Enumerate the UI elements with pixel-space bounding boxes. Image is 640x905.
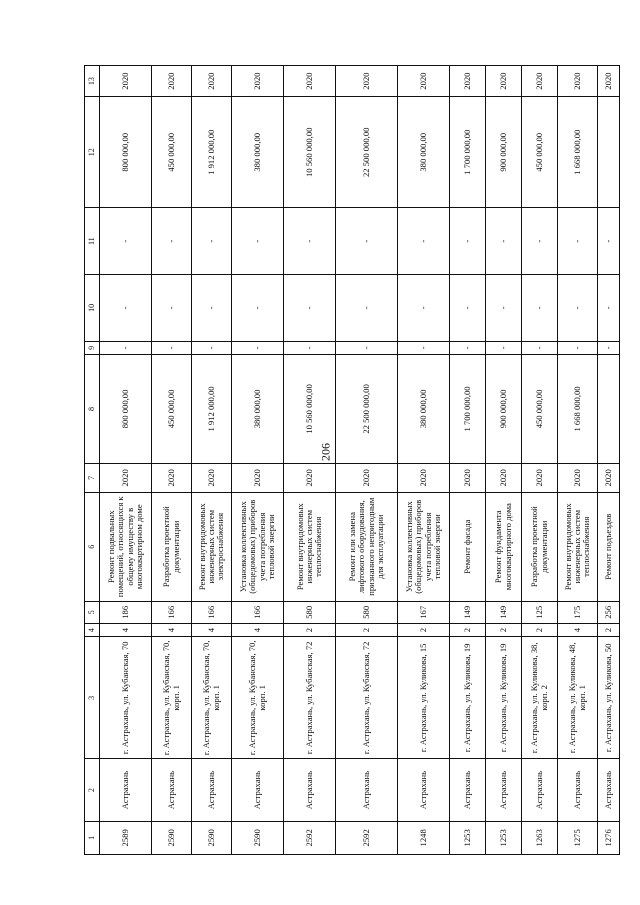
cell-col-3: г. Астрахань, ул. Кубанская, 70, корп. 1: [232, 637, 284, 759]
cell-col-3: г. Астрахань, ул. Куликова, 50: [598, 637, 620, 759]
cell-col-1: 1253: [450, 821, 486, 854]
cell-col-9: -: [450, 341, 486, 354]
cell-col-10: -: [100, 275, 152, 342]
cell-col-6: Ремонт подъездов: [598, 492, 620, 601]
cell-col-2: Астрахань: [192, 759, 232, 821]
header-cell-4: 4: [85, 623, 100, 636]
cell-col-2: Астрахань: [232, 759, 284, 821]
cell-col-1: 2589: [100, 821, 152, 854]
cell-col-6: Ремонт фасада: [450, 492, 486, 601]
cell-col-11: -: [398, 208, 450, 275]
table-row: [558, 66, 598, 855]
cell-col-9: -: [398, 341, 450, 354]
cell-col-12: 1 700 000,00: [450, 97, 486, 208]
cell-col-4: 2: [522, 623, 558, 636]
cell-col-11: -: [486, 208, 522, 275]
table-row: [486, 66, 522, 855]
cell-col-1: 2590: [192, 821, 232, 854]
cell-col-11: -: [100, 208, 152, 275]
cell-col-7: 2020: [192, 463, 232, 492]
cell-col-11: -: [598, 208, 620, 275]
cell-col-13: 2020: [284, 66, 336, 97]
cell-col-5: 149: [486, 601, 522, 623]
cell-col-8: 380 000,00: [232, 355, 284, 464]
header-cell-5: 5: [85, 601, 100, 623]
cell-col-11: -: [450, 208, 486, 275]
cell-col-5: 166: [232, 601, 284, 623]
cell-col-8: [598, 355, 620, 464]
cell-col-5: 186: [100, 601, 152, 623]
page-number: 206: [318, 443, 333, 461]
cell-col-3: г. Астрахань, ул. Куликова, 19: [450, 637, 486, 759]
table-body: [85, 66, 620, 855]
cell-col-10: -: [232, 275, 284, 342]
cell-col-7: 2020: [232, 463, 284, 492]
cell-col-6: Ремонт подвальных помещений, относящихся к общему имуществу в многоквартирном доме: [100, 492, 152, 601]
cell-col-5: 167: [398, 601, 450, 623]
cell-col-11: -: [192, 208, 232, 275]
cell-col-4: 2: [284, 623, 336, 636]
cell-col-9: -: [598, 341, 620, 354]
cell-col-12: 800 000,00: [100, 97, 152, 208]
cell-col-6: Разработка проектной документации: [152, 492, 192, 601]
cell-col-3: г. Астрахань, ул. Кубанская, 70: [100, 637, 152, 759]
cell-col-3: г. Астрахань, ул. Куликова, 38, корп. 2: [522, 637, 558, 759]
cell-col-2: Астрахань: [450, 759, 486, 821]
cell-col-12: 1 668 000,00: [558, 97, 598, 208]
cell-col-7: 2020: [598, 463, 620, 492]
header-row: [85, 66, 100, 855]
cell-col-4: 2: [598, 623, 620, 636]
cell-col-8: 22 500 000,00: [336, 355, 398, 464]
cell-col-4: 4: [152, 623, 192, 636]
cell-col-8: 1 700 000,00: [450, 355, 486, 464]
cell-col-2: Астрахань: [336, 759, 398, 821]
table-row: [232, 66, 284, 855]
cell-col-4: 2: [398, 623, 450, 636]
cell-col-7: 2020: [152, 463, 192, 492]
cell-col-5: 166: [152, 601, 192, 623]
cell-col-13: 2020: [558, 66, 598, 97]
table-row: [100, 66, 152, 855]
repair-program-table: [84, 65, 620, 855]
cell-col-3: г. Астрахань, ул. Кубанская, 72: [336, 637, 398, 759]
cell-col-9: -: [486, 341, 522, 354]
cell-col-13: 2020: [522, 66, 558, 97]
cell-col-5: 149: [450, 601, 486, 623]
cell-col-13: 2020: [598, 66, 620, 97]
cell-col-12: 900 000,00: [486, 97, 522, 208]
header-cell-12: 12: [85, 97, 100, 208]
cell-col-8: 380 000,00: [398, 355, 450, 464]
header-cell-2: 2: [85, 759, 100, 821]
table-row: [450, 66, 486, 855]
cell-col-5: 166: [192, 601, 232, 623]
cell-col-3: г. Астрахань, ул. Куликова, 48, корп. 1: [558, 637, 598, 759]
cell-col-10: -: [558, 275, 598, 342]
cell-col-6: Ремонт внутридомовых инженерных систем электроснабжения: [192, 492, 232, 601]
cell-col-13: 2020: [450, 66, 486, 97]
cell-col-1: 2592: [336, 821, 398, 854]
cell-col-13: 2020: [192, 66, 232, 97]
cell-col-9: -: [232, 341, 284, 354]
cell-col-12: 22 500 000,00: [336, 97, 398, 208]
table-row: [336, 66, 398, 855]
cell-col-13: 2020: [232, 66, 284, 97]
cell-col-2: Астрахань: [152, 759, 192, 821]
cell-col-13: 2020: [398, 66, 450, 97]
cell-col-4: 2: [336, 623, 398, 636]
cell-col-3: г. Астрахань, ул. Кубанская, 70, корп. 1: [192, 637, 232, 759]
cell-col-10: -: [598, 275, 620, 342]
cell-col-6: Разработка проектной документации: [522, 492, 558, 601]
cell-col-9: -: [558, 341, 598, 354]
cell-col-10: -: [398, 275, 450, 342]
cell-col-5: 175: [558, 601, 598, 623]
cell-col-1: 2592: [284, 821, 336, 854]
cell-col-6: Установка коллективных (общедомовых) приборов учета потребления тепловой энергии: [232, 492, 284, 601]
header-cell-10: 10: [85, 275, 100, 342]
cell-col-9: -: [336, 341, 398, 354]
cell-col-8: 900 000,00: [486, 355, 522, 464]
cell-col-7: 2020: [336, 463, 398, 492]
cell-col-9: -: [522, 341, 558, 354]
cell-col-12: 1 912 000,00: [192, 97, 232, 208]
cell-col-6: Установка коллективных (общедомовых) приборов учета потребления тепловой энергии: [398, 492, 450, 601]
cell-col-3: г. Астрахань, ул. Кубанская, 72: [284, 637, 336, 759]
header-cell-13: 13: [85, 66, 100, 97]
cell-col-10: -: [486, 275, 522, 342]
cell-col-7: 2020: [522, 463, 558, 492]
cell-col-12: 10 560 000,00: [284, 97, 336, 208]
table-row: [152, 66, 192, 855]
cell-col-11: -: [558, 208, 598, 275]
cell-col-4: 4: [232, 623, 284, 636]
cell-col-1: 1263: [522, 821, 558, 854]
cell-col-6: Ремонт фундамента многоквартирного дома: [486, 492, 522, 601]
cell-col-10: -: [284, 275, 336, 342]
cell-col-2: Астрахань: [486, 759, 522, 821]
cell-col-5: 580: [284, 601, 336, 623]
cell-col-11: -: [152, 208, 192, 275]
cell-col-13: 2020: [336, 66, 398, 97]
cell-col-8: 800 000,00: [100, 355, 152, 464]
cell-col-3: г. Астрахань, ул. Кубанская, 70, корп. 1: [152, 637, 192, 759]
cell-col-5: 580: [336, 601, 398, 623]
cell-col-4: 4: [100, 623, 152, 636]
cell-col-12: 450 000,00: [522, 97, 558, 208]
cell-col-3: г. Астрахань, ул. Куликова, 19: [486, 637, 522, 759]
table-row: [598, 66, 620, 855]
cell-col-8: 450 000,00: [152, 355, 192, 464]
cell-col-9: -: [284, 341, 336, 354]
cell-col-6: Ремонт или замена лифтового оборудования, признанного непригодным для эксплуатации: [336, 492, 398, 601]
cell-col-9: -: [152, 341, 192, 354]
cell-col-6: Ремонт внутридомовых инженерных систем теплоснабжения: [284, 492, 336, 601]
cell-col-2: Астрахань: [398, 759, 450, 821]
cell-col-10: -: [450, 275, 486, 342]
cell-col-1: 1275: [558, 821, 598, 854]
cell-col-2: Астрахань: [522, 759, 558, 821]
cell-col-2: Астрахань: [100, 759, 152, 821]
cell-col-3: г. Астрахань, ул. Куликова, 15: [398, 637, 450, 759]
header-cell-3: 3: [85, 637, 100, 759]
cell-col-10: -: [522, 275, 558, 342]
cell-col-8: 450 000,00: [522, 355, 558, 464]
cell-col-11: -: [284, 208, 336, 275]
cell-col-8: 1 912 000,00: [192, 355, 232, 464]
cell-col-4: 2: [450, 623, 486, 636]
cell-col-13: 2020: [100, 66, 152, 97]
cell-col-6: Ремонт внутридомовых инженерных систем теплоснабжения: [558, 492, 598, 601]
cell-col-5: 256: [598, 601, 620, 623]
cell-col-1: 1248: [398, 821, 450, 854]
table-row: [398, 66, 450, 855]
table-row: [284, 66, 336, 855]
cell-col-7: 2020: [486, 463, 522, 492]
cell-col-12: 380 000,00: [232, 97, 284, 208]
rotated-table-wrapper: [84, 65, 613, 855]
header-cell-7: 7: [85, 463, 100, 492]
header-cell-11: 11: [85, 208, 100, 275]
cell-col-13: 2020: [486, 66, 522, 97]
cell-col-10: -: [336, 275, 398, 342]
cell-col-7: 2020: [284, 463, 336, 492]
cell-col-8: 1 668 000,00: [558, 355, 598, 464]
cell-col-12: 380 000,00: [398, 97, 450, 208]
cell-col-1: 2590: [152, 821, 192, 854]
table-row: [192, 66, 232, 855]
cell-col-4: 4: [192, 623, 232, 636]
cell-col-4: 2: [486, 623, 522, 636]
cell-col-13: 2020: [152, 66, 192, 97]
cell-col-11: -: [232, 208, 284, 275]
header-cell-6: 6: [85, 492, 100, 601]
cell-col-2: Астрахань: [598, 759, 620, 821]
header-cell-9: 9: [85, 341, 100, 354]
cell-col-10: -: [152, 275, 192, 342]
cell-col-7: 2020: [398, 463, 450, 492]
cell-col-11: -: [522, 208, 558, 275]
table-row: [522, 66, 558, 855]
cell-col-12: 450 000,00: [152, 97, 192, 208]
cell-col-12: [598, 97, 620, 208]
cell-col-2: Астрахань: [284, 759, 336, 821]
cell-col-10: -: [192, 275, 232, 342]
cell-col-7: 2020: [558, 463, 598, 492]
cell-col-1: 1276: [598, 821, 620, 854]
cell-col-11: -: [336, 208, 398, 275]
cell-col-9: -: [100, 341, 152, 354]
header-cell-8: 8: [85, 355, 100, 464]
cell-col-5: 125: [522, 601, 558, 623]
cell-col-1: 1253: [486, 821, 522, 854]
cell-col-4: 4: [558, 623, 598, 636]
header-cell-1: 1: [85, 821, 100, 854]
cell-col-2: Астрахань: [558, 759, 598, 821]
cell-col-7: 2020: [450, 463, 486, 492]
cell-col-7: 2020: [100, 463, 152, 492]
cell-col-8: 10 560 000,00: [284, 355, 336, 464]
cell-col-9: -: [192, 341, 232, 354]
cell-col-1: 2590: [232, 821, 284, 854]
